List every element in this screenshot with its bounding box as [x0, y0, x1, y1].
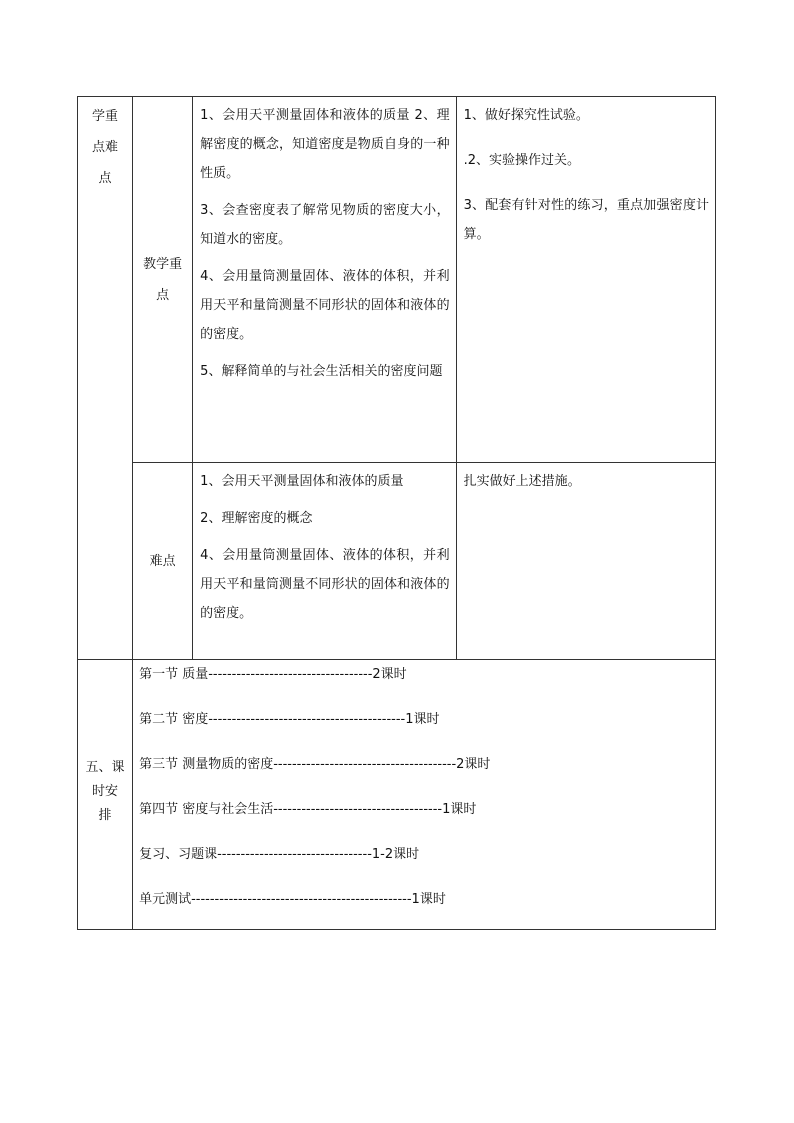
- schedule-line: 第四节 密度与社会生活------------------------------------1课时: [139, 802, 477, 817]
- schedule-line: 复习、习题课---------------------------------1-2课时: [139, 847, 420, 862]
- teaching-focus-measures: [456, 97, 715, 463]
- schedule-line: 第一节 质量-----------------------------------2课时: [139, 667, 407, 682]
- key-points-label-text: 学重 点难 点: [92, 109, 119, 186]
- lesson-plan-table: [77, 96, 716, 930]
- schedule-row: [78, 660, 716, 930]
- difficulty-label-cell: [133, 463, 193, 660]
- schedule-section-label: [78, 660, 133, 930]
- schedule-content: [133, 660, 716, 930]
- teaching-focus-item: 1、会用天平测量固体和液体的质量 2、理解密度的概念，知道密度是物质自身的一种性质。: [200, 108, 450, 181]
- measure-item: 扎实做好上述措施。: [463, 474, 581, 489]
- key-points-section-label: [78, 97, 133, 660]
- teaching-focus-item: 4、会用量筒测量固体、液体的体积，并利用天平和量筒测量不同形状的固体和液体的的密度。: [200, 269, 450, 342]
- difficulty-label: 难点: [149, 553, 176, 569]
- teaching-focus-item: 5、解释简单的与社会生活相关的密度问题: [200, 364, 443, 379]
- schedule-line: 第二节 密度------------------------------------------1课时: [139, 712, 440, 727]
- difficulty-item: 4、会用量筒测量固体、液体的体积，并利用天平和量筒测量不同形状的固体和液体的的密度。: [200, 548, 450, 621]
- schedule-line: 第三节 测量物质的密度---------------------------------------2课时: [139, 757, 491, 772]
- schedule-label-text: 五、课 时安 排: [85, 759, 125, 823]
- teaching-focus-label: 教学重 点: [143, 256, 183, 303]
- difficulty-item: 1、会用天平测量固体和液体的质量: [200, 474, 404, 489]
- difficulty-measures: [456, 463, 715, 660]
- measure-item: .2、实验操作过关。: [463, 153, 580, 168]
- difficulty-content: [193, 463, 456, 660]
- teaching-focus-label-cell: [133, 97, 193, 463]
- difficulty-item: 2、理解密度的概念: [200, 511, 313, 526]
- teaching-focus-content: [193, 97, 456, 463]
- difficulty-row: [78, 463, 716, 660]
- teaching-focus-item: 3、会查密度表了解常见物质的密度大小，知道水的密度。: [200, 203, 450, 247]
- schedule-line: 单元测试-----------------------------------------------1课时: [139, 892, 446, 907]
- measure-item: 3、配套有针对性的练习，重点加强密度计算。: [463, 198, 709, 242]
- teaching-focus-row: [78, 97, 716, 463]
- measure-item: 1、做好探究性试验。: [463, 108, 589, 123]
